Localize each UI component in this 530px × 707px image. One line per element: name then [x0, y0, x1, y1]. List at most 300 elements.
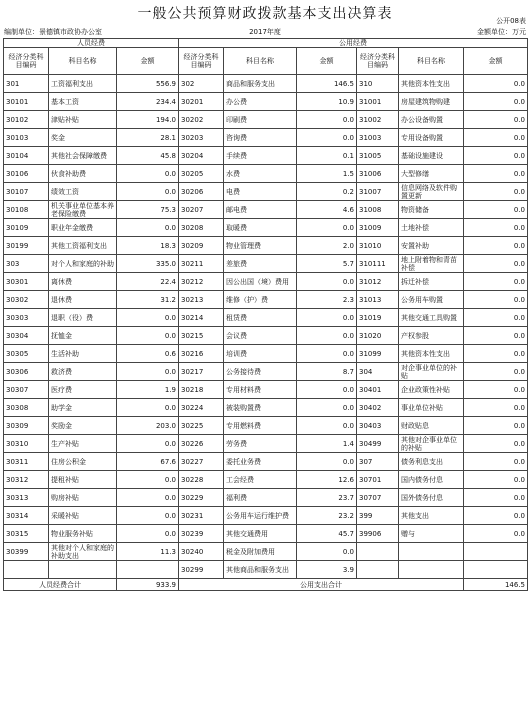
cell-amount-2: 3.9 [297, 561, 357, 579]
cell-name-1: 工资福利支出 [49, 75, 117, 93]
cell-code-1: 30308 [4, 399, 49, 417]
cell-amount-1: 22.4 [117, 273, 179, 291]
public-total-label: 公用支出合计 [179, 579, 464, 591]
cell-amount-1: 67.6 [117, 453, 179, 471]
cell-amount-1: 1.9 [117, 381, 179, 399]
col-code-1: 经济分类科目编码 [4, 48, 49, 75]
cell-code-1: 30104 [4, 147, 49, 165]
col-amount-3: 金额 [464, 48, 528, 75]
table-row [4, 435, 528, 453]
cell-code-2: 30203 [179, 129, 224, 147]
cell-code-1: 30106 [4, 165, 49, 183]
table-row [4, 309, 528, 327]
table-row [4, 507, 528, 525]
cell-code-2: 30204 [179, 147, 224, 165]
cell-code-3: 307 [357, 453, 399, 471]
cell-name-1 [49, 561, 117, 579]
cell-amount-3: 0.0 [464, 381, 528, 399]
cell-name-3: 专用设备购置 [399, 129, 464, 147]
cell-name-2: 咨询费 [224, 129, 297, 147]
cell-amount-2: 10.9 [297, 93, 357, 111]
cell-code-3: 31012 [357, 273, 399, 291]
cell-name-1: 采暖补贴 [49, 507, 117, 525]
cell-name-2: 税金及附加费用 [224, 543, 297, 561]
table-row [4, 93, 528, 111]
cell-code-3: 304 [357, 363, 399, 381]
cell-code-3: 310 [357, 75, 399, 93]
cell-amount-1: 0.0 [117, 489, 179, 507]
cell-code-1: 30314 [4, 507, 49, 525]
cell-amount-1: 18.3 [117, 237, 179, 255]
cell-amount-1: 0.0 [117, 525, 179, 543]
group-public: 公用经费 [179, 39, 528, 48]
cell-amount-2: 0.0 [297, 309, 357, 327]
cell-amount-3: 0.0 [464, 183, 528, 201]
cell-amount-2: 0.0 [297, 327, 357, 345]
cell-name-2: 印刷费 [224, 111, 297, 129]
cell-amount-3 [464, 543, 528, 561]
cell-code-1: 30109 [4, 219, 49, 237]
cell-code-3: 31013 [357, 291, 399, 309]
cell-amount-3: 0.0 [464, 129, 528, 147]
cell-amount-1: 335.0 [117, 255, 179, 273]
cell-name-2: 专用燃料费 [224, 417, 297, 435]
table-row [4, 219, 528, 237]
cell-name-1: 绩效工资 [49, 183, 117, 201]
cell-amount-1: 194.0 [117, 111, 179, 129]
cell-name-1: 其他社会保障缴费 [49, 147, 117, 165]
cell-name-1: 对个人和家庭的补助 [49, 255, 117, 273]
cell-amount-3: 0.0 [464, 399, 528, 417]
totals-row [4, 579, 528, 591]
cell-code-3: 31003 [357, 129, 399, 147]
cell-amount-2: 0.0 [297, 273, 357, 291]
cell-code-3: 30403 [357, 417, 399, 435]
col-name-3: 科目名称 [399, 48, 464, 75]
cell-code-3: 31099 [357, 345, 399, 363]
cell-name-1: 购房补贴 [49, 489, 117, 507]
form-code: 公开08表 [496, 17, 526, 25]
cell-amount-3 [464, 561, 528, 579]
cell-name-2: 邮电费 [224, 201, 297, 219]
cell-amount-1: 0.0 [117, 327, 179, 345]
cell-code-1: 30312 [4, 471, 49, 489]
cell-amount-2: 4.6 [297, 201, 357, 219]
cell-code-1: 30315 [4, 525, 49, 543]
cell-code-1: 30313 [4, 489, 49, 507]
cell-name-3: 其他资本性支出 [399, 345, 464, 363]
cell-code-3: 31020 [357, 327, 399, 345]
cell-code-1: 30310 [4, 435, 49, 453]
cell-amount-2: 0.0 [297, 219, 357, 237]
cell-name-3 [399, 561, 464, 579]
cell-code-1: 30102 [4, 111, 49, 129]
cell-code-2: 30206 [179, 183, 224, 201]
cell-amount-3: 0.0 [464, 111, 528, 129]
cell-code-1: 30304 [4, 327, 49, 345]
cell-code-3 [357, 561, 399, 579]
cell-amount-3: 0.0 [464, 237, 528, 255]
cell-amount-3: 0.0 [464, 165, 528, 183]
cell-code-2: 30207 [179, 201, 224, 219]
cell-name-1: 退休费 [49, 291, 117, 309]
cell-name-1: 奖励金 [49, 417, 117, 435]
cell-name-2: 物业管理费 [224, 237, 297, 255]
cell-amount-3: 0.0 [464, 147, 528, 165]
cell-amount-1: 203.0 [117, 417, 179, 435]
cell-name-2: 专用材料费 [224, 381, 297, 399]
cell-code-1: 30399 [4, 543, 49, 561]
cell-code-3: 31008 [357, 201, 399, 219]
cell-name-3: 财政贴息 [399, 417, 464, 435]
cell-name-2: 公务接待费 [224, 363, 297, 381]
cell-name-3: 国外债务付息 [399, 489, 464, 507]
cell-name-3: 物资储备 [399, 201, 464, 219]
col-amount-1: 金额 [117, 48, 179, 75]
table-row [4, 147, 528, 165]
cell-amount-2: 2.3 [297, 291, 357, 309]
cell-name-3: 事业单位补贴 [399, 399, 464, 417]
cell-name-3: 房屋建筑物购建 [399, 93, 464, 111]
cell-code-1: 30311 [4, 453, 49, 471]
cell-code-1: 303 [4, 255, 49, 273]
cell-code-3: 31007 [357, 183, 399, 201]
table-row [4, 561, 528, 579]
cell-name-1: 其他工资福利支出 [49, 237, 117, 255]
table-row [4, 111, 528, 129]
cell-amount-2: 0.1 [297, 147, 357, 165]
cell-code-3: 30499 [357, 435, 399, 453]
cell-code-1: 30301 [4, 273, 49, 291]
cell-amount-2: 0.2 [297, 183, 357, 201]
col-name-2: 科目名称 [224, 48, 297, 75]
cell-name-3: 大型修缮 [399, 165, 464, 183]
table-row [4, 543, 528, 561]
cell-amount-1: 0.0 [117, 507, 179, 525]
cell-code-1 [4, 561, 49, 579]
table-row [4, 201, 528, 219]
cell-name-2: 电费 [224, 183, 297, 201]
cell-amount-3: 0.0 [464, 75, 528, 93]
cell-name-1: 离休费 [49, 273, 117, 291]
cell-name-2: 水费 [224, 165, 297, 183]
cell-name-2: 会议费 [224, 327, 297, 345]
table-row [4, 273, 528, 291]
cell-name-3: 赠与 [399, 525, 464, 543]
cell-code-2: 302 [179, 75, 224, 93]
table-row [4, 363, 528, 381]
cell-code-1: 30307 [4, 381, 49, 399]
table-row [4, 345, 528, 363]
cell-amount-2: 0.0 [297, 453, 357, 471]
cell-code-2: 30227 [179, 453, 224, 471]
cell-name-2: 其他交通费用 [224, 525, 297, 543]
cell-name-2: 租赁费 [224, 309, 297, 327]
cell-code-2: 30216 [179, 345, 224, 363]
cell-code-2: 30212 [179, 273, 224, 291]
cell-code-1: 301 [4, 75, 49, 93]
cell-name-1: 职业年金缴费 [49, 219, 117, 237]
cell-amount-2: 0.0 [297, 111, 357, 129]
col-name-1: 科目名称 [49, 48, 117, 75]
cell-amount-3: 0.0 [464, 273, 528, 291]
cell-code-2: 30211 [179, 255, 224, 273]
cell-amount-3: 0.0 [464, 525, 528, 543]
cell-amount-1: 0.0 [117, 471, 179, 489]
cell-name-3: 公务用车购置 [399, 291, 464, 309]
cell-name-2: 其他商品和服务支出 [224, 561, 297, 579]
cell-name-1: 物业服务补贴 [49, 525, 117, 543]
cell-amount-3: 0.0 [464, 219, 528, 237]
table-row [4, 237, 528, 255]
cell-code-3: 31010 [357, 237, 399, 255]
cell-amount-2: 1.4 [297, 435, 357, 453]
cell-code-1: 30107 [4, 183, 49, 201]
table-row [4, 129, 528, 147]
cell-code-2: 30228 [179, 471, 224, 489]
cell-amount-1: 0.6 [117, 345, 179, 363]
cell-amount-1: 11.3 [117, 543, 179, 561]
cell-name-3: 安置补助 [399, 237, 464, 255]
cell-code-3: 30401 [357, 381, 399, 399]
cell-name-2: 福利费 [224, 489, 297, 507]
fiscal-year: 2017年度 [249, 28, 281, 36]
cell-amount-2: 0.0 [297, 399, 357, 417]
cell-code-3: 31006 [357, 165, 399, 183]
cell-amount-3: 0.0 [464, 489, 528, 507]
cell-amount-3: 0.0 [464, 201, 528, 219]
cell-code-2: 30213 [179, 291, 224, 309]
cell-name-2: 委托业务费 [224, 453, 297, 471]
cell-name-3: 产权参股 [399, 327, 464, 345]
cell-code-3: 31019 [357, 309, 399, 327]
cell-code-3: 30402 [357, 399, 399, 417]
col-code-3: 经济分类科目编码 [357, 48, 399, 75]
cell-amount-2: 1.5 [297, 165, 357, 183]
cell-name-2: 取暖费 [224, 219, 297, 237]
cell-amount-3: 0.0 [464, 363, 528, 381]
cell-code-3: 31009 [357, 219, 399, 237]
cell-name-3: 土地补偿 [399, 219, 464, 237]
table-row [4, 417, 528, 435]
cell-name-1: 退职（役）费 [49, 309, 117, 327]
cell-name-2: 商品和服务支出 [224, 75, 297, 93]
cell-name-3: 其他资本性支出 [399, 75, 464, 93]
column-header-row [4, 48, 528, 75]
cell-name-3: 其他支出 [399, 507, 464, 525]
cell-amount-3: 0.0 [464, 255, 528, 273]
cell-amount-2: 45.7 [297, 525, 357, 543]
cell-code-2: 30209 [179, 237, 224, 255]
table-row [4, 165, 528, 183]
report-title: 一般公共预算财政拨款基本支出决算表 [137, 6, 393, 22]
cell-code-2: 30299 [179, 561, 224, 579]
cell-name-2: 因公出国（境）费用 [224, 273, 297, 291]
cell-amount-2: 2.0 [297, 237, 357, 255]
cell-name-1: 抚恤金 [49, 327, 117, 345]
cell-amount-3: 0.0 [464, 327, 528, 345]
cell-amount-3: 0.0 [464, 345, 528, 363]
table-row [4, 327, 528, 345]
cell-name-3: 基础设施建设 [399, 147, 464, 165]
cell-code-3: 31001 [357, 93, 399, 111]
cell-amount-2: 23.2 [297, 507, 357, 525]
cell-amount-2: 0.0 [297, 417, 357, 435]
cell-amount-3: 0.0 [464, 435, 528, 453]
cell-code-3: 31002 [357, 111, 399, 129]
cell-amount-2: 0.0 [297, 381, 357, 399]
cell-code-1: 30101 [4, 93, 49, 111]
cell-amount-3: 0.0 [464, 507, 528, 525]
cell-code-2: 30226 [179, 435, 224, 453]
cell-amount-1: 28.1 [117, 129, 179, 147]
cell-code-2: 30214 [179, 309, 224, 327]
group-header-row [4, 39, 528, 48]
cell-name-1: 住房公积金 [49, 453, 117, 471]
cell-name-1: 救济费 [49, 363, 117, 381]
cell-name-3: 信息网络及软件购置更新 [399, 183, 464, 201]
cell-name-2: 维修（护）费 [224, 291, 297, 309]
cell-name-3: 对企事业单位的补贴 [399, 363, 464, 381]
cell-name-3: 其他交通工具购置 [399, 309, 464, 327]
cell-name-1: 其他对个人和家庭的补助支出 [49, 543, 117, 561]
table-row [4, 255, 528, 273]
table-row [4, 525, 528, 543]
cell-amount-3: 0.0 [464, 417, 528, 435]
col-code-2: 经济分类科目编码 [179, 48, 224, 75]
cell-name-3: 办公设备购置 [399, 111, 464, 129]
cell-amount-3: 0.0 [464, 93, 528, 111]
cell-amount-1: 0.0 [117, 309, 179, 327]
cell-name-1: 机关事业单位基本养老保险缴费 [49, 201, 117, 219]
cell-code-3: 310111 [357, 255, 399, 273]
cell-code-3: 31005 [357, 147, 399, 165]
cell-name-2: 手续费 [224, 147, 297, 165]
cell-name-1: 生产补贴 [49, 435, 117, 453]
cell-amount-2: 5.7 [297, 255, 357, 273]
cell-code-1: 30306 [4, 363, 49, 381]
cell-name-2: 办公费 [224, 93, 297, 111]
cell-amount-3: 0.0 [464, 453, 528, 471]
cell-name-2: 劳务费 [224, 435, 297, 453]
cell-name-1: 伙食补助费 [49, 165, 117, 183]
cell-amount-1: 0.0 [117, 183, 179, 201]
table-row [4, 489, 528, 507]
cell-amount-2: 8.7 [297, 363, 357, 381]
cell-name-2: 培训费 [224, 345, 297, 363]
cell-name-1: 助学金 [49, 399, 117, 417]
cell-name-1: 基本工资 [49, 93, 117, 111]
cell-amount-2: 12.6 [297, 471, 357, 489]
cell-code-2: 30225 [179, 417, 224, 435]
table-row [4, 471, 528, 489]
cell-code-2: 30231 [179, 507, 224, 525]
cell-name-1: 医疗费 [49, 381, 117, 399]
col-amount-2: 金额 [297, 48, 357, 75]
cell-amount-2: 0.0 [297, 345, 357, 363]
cell-code-2: 30202 [179, 111, 224, 129]
cell-code-1: 30108 [4, 201, 49, 219]
cell-code-2: 30229 [179, 489, 224, 507]
cell-code-3: 399 [357, 507, 399, 525]
cell-code-1: 30199 [4, 237, 49, 255]
cell-code-3: 30701 [357, 471, 399, 489]
cell-amount-1: 75.3 [117, 201, 179, 219]
table-row [4, 75, 528, 93]
cell-amount-1 [117, 561, 179, 579]
public-total-value: 146.5 [464, 579, 528, 591]
cell-code-1: 30103 [4, 129, 49, 147]
table-row [4, 381, 528, 399]
table-row [4, 183, 528, 201]
cell-amount-1: 31.2 [117, 291, 179, 309]
cell-amount-1: 0.0 [117, 435, 179, 453]
cell-name-3: 企业政策性补贴 [399, 381, 464, 399]
cell-name-1: 生活补助 [49, 345, 117, 363]
cell-amount-2: 146.5 [297, 75, 357, 93]
money-unit: 金额单位：万元 [477, 28, 526, 36]
cell-amount-1: 234.4 [117, 93, 179, 111]
cell-code-1: 30302 [4, 291, 49, 309]
cell-amount-3: 0.0 [464, 471, 528, 489]
cell-code-2: 30224 [179, 399, 224, 417]
cell-name-2: 差旅费 [224, 255, 297, 273]
cell-name-2: 被装购置费 [224, 399, 297, 417]
cell-code-2: 30201 [179, 93, 224, 111]
cell-name-3: 债务利息支出 [399, 453, 464, 471]
cell-name-3 [399, 543, 464, 561]
cell-code-2: 30218 [179, 381, 224, 399]
cell-name-3: 拆迁补偿 [399, 273, 464, 291]
cell-code-3: 30707 [357, 489, 399, 507]
cell-code-2: 30215 [179, 327, 224, 345]
cell-code-3 [357, 543, 399, 561]
table-row [4, 453, 528, 471]
cell-amount-1: 45.8 [117, 147, 179, 165]
cell-code-1: 30303 [4, 309, 49, 327]
cell-name-3: 地上附着物和青苗补偿 [399, 255, 464, 273]
cell-amount-3: 0.0 [464, 291, 528, 309]
cell-name-3: 其他对企事业单位的补贴 [399, 435, 464, 453]
cell-amount-2: 23.7 [297, 489, 357, 507]
table-row [4, 399, 528, 417]
cell-amount-2: 0.0 [297, 129, 357, 147]
cell-code-2: 30239 [179, 525, 224, 543]
cell-amount-2: 0.0 [297, 543, 357, 561]
cell-name-1: 奖金 [49, 129, 117, 147]
cell-code-2: 30208 [179, 219, 224, 237]
cell-code-2: 30240 [179, 543, 224, 561]
reporting-unit: 编制单位：景德镇市政协办公室 [4, 28, 102, 36]
cell-amount-1: 556.9 [117, 75, 179, 93]
cell-name-2: 公务用车运行维护费 [224, 507, 297, 525]
cell-code-3: 39906 [357, 525, 399, 543]
cell-code-2: 30217 [179, 363, 224, 381]
cell-code-1: 30309 [4, 417, 49, 435]
table-row [4, 291, 528, 309]
cell-name-1: 津贴补贴 [49, 111, 117, 129]
cell-code-2: 30205 [179, 165, 224, 183]
cell-amount-1: 0.0 [117, 165, 179, 183]
personnel-total-label: 人员经费合计 [4, 579, 117, 591]
cell-amount-1: 0.0 [117, 219, 179, 237]
group-personnel: 人员经费 [4, 39, 179, 48]
personnel-total-value: 933.9 [117, 579, 179, 591]
cell-name-3: 国内债务付息 [399, 471, 464, 489]
cell-name-1: 提租补贴 [49, 471, 117, 489]
cell-amount-3: 0.0 [464, 309, 528, 327]
cell-code-1: 30305 [4, 345, 49, 363]
